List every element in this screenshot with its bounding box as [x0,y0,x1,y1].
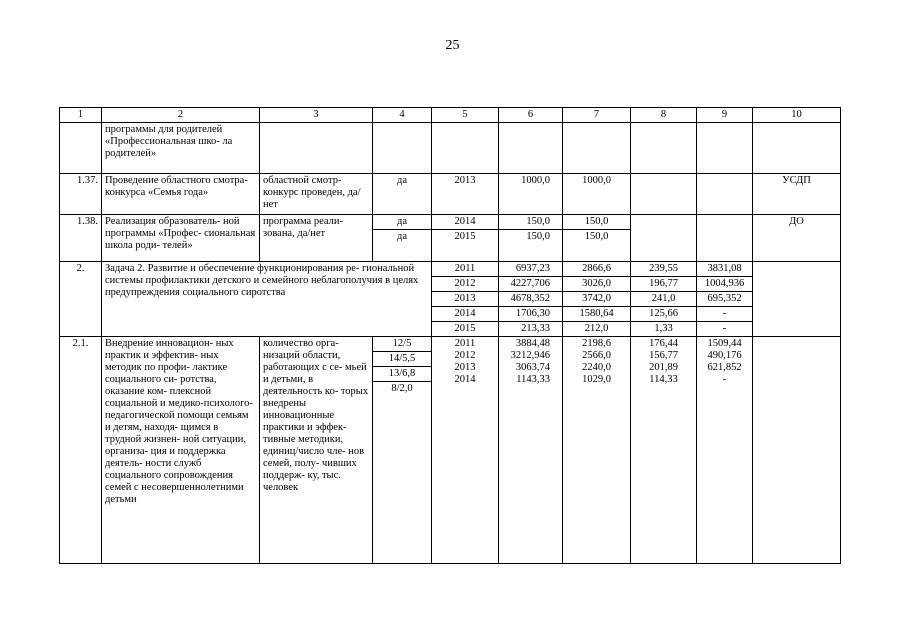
cell-year: 2012 [432,277,499,292]
cell-federal: 239,55 [631,262,697,277]
cell-indicator-value: да [373,215,432,230]
federal-value: 176,44 [649,338,678,349]
table-row-1-37 [60,174,841,215]
cell-other: 695,352 [697,292,753,307]
cell-regional: 3026,0 [563,277,631,292]
cell-other: 1004,936 [697,277,753,292]
cell-federal: 241,0 [631,292,697,307]
header-cell: 4 [373,108,432,123]
cell-regional: 2866,6 [563,262,631,277]
cell-regional: 1580,64 [563,307,631,322]
header-row [60,108,841,123]
header-cell: 9 [697,108,753,123]
total-value: 1143,33 [516,374,550,385]
total-value: 3212,946 [510,350,550,361]
cell-other: - [697,307,753,322]
cell-item-number: 1.38. [60,215,102,262]
cell-year: 2011 [432,262,499,277]
cell-totals [499,337,563,564]
other-value: 621,852 [707,362,742,373]
cell-empty [60,123,102,174]
other-value: 1509,44 [707,338,742,349]
cell-item-number: 1.37. [60,174,102,215]
regional-value: 2566,0 [582,350,611,361]
cell-item-number: 2. [60,262,102,337]
federal-value: 201,89 [649,362,678,373]
cell-indicator-value: 12/5 [373,337,432,352]
cell-empty [373,123,432,174]
cell-empty [631,174,697,215]
cell-federal: 125,66 [631,307,697,322]
cell-year: 2015 [432,322,499,337]
header-cell: 7 [563,108,631,123]
cell-empty [697,174,753,215]
cell-empty [563,123,631,174]
cell-indicator-value: да [373,230,432,262]
cell-executor: ДО [753,215,841,262]
cell-item-number: 2.1. [60,337,102,564]
cell-total: 6937,23 [499,262,563,277]
header-cell: 6 [499,108,563,123]
table-row-task-2 [60,262,841,277]
cell-federal-list [631,337,697,564]
cell-empty [631,215,697,262]
cell-indicator-value: 8/2,0 [373,382,432,564]
cell-total: 150,0 [499,215,563,230]
cell-total: 150,0 [499,230,563,262]
cell-empty [753,123,841,174]
table-row-2-1 [60,337,841,352]
header-cell: 10 [753,108,841,123]
cell-measure-name: Реализация образователь- ной программы «Профес- сиональная школа роди- телей» [102,215,260,262]
cell-year: 2013 [432,174,499,215]
cell-other-list [697,337,753,564]
cell-indicator-value: 13/6,8 [373,367,432,382]
cell-indicator: областной смотр- конкурс проведен, да/нет [260,174,373,215]
cell-empty [697,123,753,174]
other-value: 490,176 [707,350,742,361]
regional-value: 1029,0 [582,374,611,385]
cell-regional: 1000,0 [563,174,631,215]
cell-indicator: количество орга- низаций области, работающих с се- мьей и детьми, в деятельность ко- торых внедрены инновационные практики и эффек- тивные методики, единиц/число чле- нов семей, полу- чивших поддерж- ку, тыс. человек [260,337,373,564]
cell-other: 3831,08 [697,262,753,277]
total-value: 3063,74 [515,362,550,373]
total-value: 3884,48 [515,338,550,349]
cell-empty [631,123,697,174]
cell-executor: УСДП [753,174,841,215]
cell-total: 1706,30 [499,307,563,322]
cell-federal: 196,77 [631,277,697,292]
cell-empty [432,123,499,174]
year-value: 2011 [454,338,476,349]
cell-total: 4227,706 [499,277,563,292]
year-value: 2013 [454,362,476,373]
cell-total: 1000,0 [499,174,563,215]
cell-measure-name: Внедрение инновацион- ных практик и эффектив- ных методик по профи- лактике социального си- ротства, оказание ком- плексной социальной и медико-психолого- педагогической помощи семьям и детям, находя- щимся в трудной жизнен- ной ситуации, организа- ция и поддержка деятель- ности служб социального сопровождения семей с несовершеннолетними детьми [102,337,260,564]
cell-federal: 1,33 [631,322,697,337]
cell-year: 2014 [432,215,499,230]
page-number: 25 [445,38,460,53]
regional-value: 2240,0 [582,362,611,373]
cell-regional: 212,0 [563,322,631,337]
cell-regional: 3742,0 [563,292,631,307]
cell-year: 2015 [432,230,499,262]
cell-indicator: программа реали- зована, да/нет [260,215,373,262]
cell-empty [753,337,841,564]
cell-task-title: Задача 2. Развитие и обеспечение функционирования ре- гиональной системы профилактики детского и семейного неблагополучия в целях предупреждения социального сиротства [102,262,432,337]
cell-empty [753,262,841,337]
table-row-continuation [60,123,841,174]
cell-empty [499,123,563,174]
cell-measure-name: программы для родителей «Профессиональная шко- ла родителей» [102,123,260,174]
cell-year: 2013 [432,292,499,307]
program-table [59,107,841,564]
cell-regional-list [563,337,631,564]
header-cell: 3 [260,108,373,123]
cell-year: 2014 [432,307,499,322]
cell-other: - [697,322,753,337]
cell-regional: 150,0 [563,230,631,262]
other-value: - [722,374,727,385]
table-row-1-38 [60,215,841,230]
header-cell: 2 [102,108,260,123]
header-cell: 1 [60,108,102,123]
cell-indicator-value: 14/5,5 [373,352,432,367]
cell-total: 213,33 [499,322,563,337]
year-value: 2014 [454,374,476,385]
header-cell: 5 [432,108,499,123]
cell-total: 4678,352 [499,292,563,307]
regional-value: 2198,6 [582,338,611,349]
cell-indicator-value: да [373,174,432,215]
cell-measure-name: Проведение областного смотра-конкурса «Семья года» [102,174,260,215]
cell-regional: 150,0 [563,215,631,230]
federal-value: 156,77 [649,350,678,361]
year-value: 2012 [454,350,476,361]
federal-value: 114,33 [649,374,678,385]
header-cell: 8 [631,108,697,123]
cell-years [432,337,499,564]
cell-empty [697,215,753,262]
cell-empty [260,123,373,174]
